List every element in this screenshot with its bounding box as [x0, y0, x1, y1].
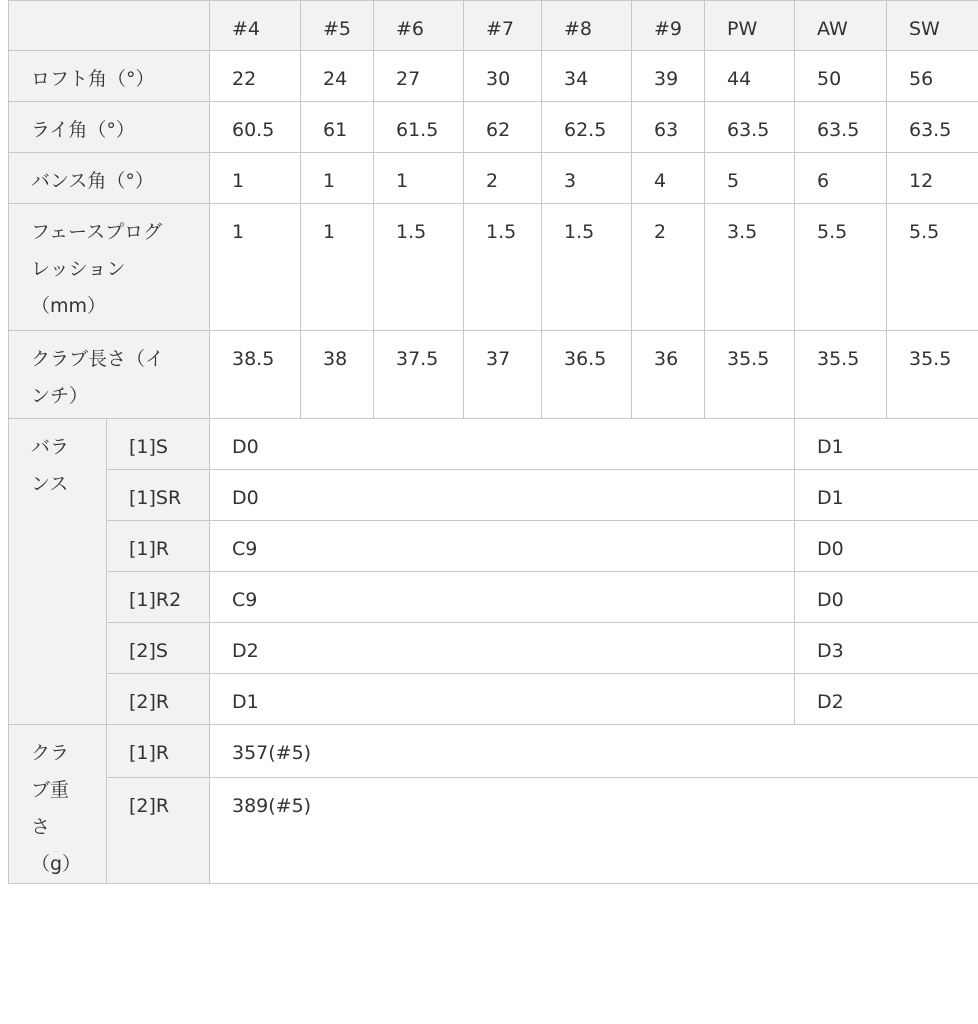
header-cell: #7: [464, 1, 542, 51]
shaft-label: [1]R2: [107, 572, 210, 623]
value-cell: 6: [795, 153, 887, 204]
value-cell: 5.5: [795, 204, 887, 331]
value-cell: 34: [542, 51, 632, 102]
table-row: [9, 674, 978, 725]
value-cell: D0: [795, 572, 978, 623]
value-cell: 44: [705, 51, 795, 102]
table-row: [9, 153, 978, 204]
table-row: [9, 331, 978, 419]
value-cell: 1.5: [464, 204, 542, 331]
value-cell: 1: [210, 204, 301, 331]
value-cell: 61.5: [374, 102, 464, 153]
header-cell: AW: [795, 1, 887, 51]
shaft-label: [1]S: [107, 419, 210, 470]
value-cell: 30: [464, 51, 542, 102]
header-cell: #9: [632, 1, 705, 51]
value-cell: 4: [632, 153, 705, 204]
table-row: [9, 572, 978, 623]
shaft-label: [2]R: [107, 674, 210, 725]
value-cell: D0: [210, 419, 795, 470]
shaft-label: [1]R: [107, 521, 210, 572]
table-row: [9, 623, 978, 674]
value-cell: D1: [795, 419, 978, 470]
value-cell: 38: [301, 331, 374, 419]
row-label: ロフト角（°）: [9, 51, 210, 102]
spec-table: [8, 0, 978, 884]
value-cell: 63.5: [887, 102, 978, 153]
row-label: バンス角（°）: [9, 153, 210, 204]
weight-label: クラブ重さ（g）: [9, 725, 107, 884]
row-label: フェースプログレッション（mm）: [9, 204, 210, 331]
value-cell: 1.5: [374, 204, 464, 331]
value-cell: 38.5: [210, 331, 301, 419]
value-cell: 24: [301, 51, 374, 102]
value-cell: 39: [632, 51, 705, 102]
row-label: ライ角（°）: [9, 102, 210, 153]
value-cell: D2: [210, 623, 795, 674]
value-cell: 35.5: [795, 331, 887, 419]
value-cell: D2: [795, 674, 978, 725]
value-cell: 61: [301, 102, 374, 153]
balance-label: バランス: [9, 419, 107, 725]
value-cell: 2: [464, 153, 542, 204]
value-cell: 63: [632, 102, 705, 153]
header-cell: #8: [542, 1, 632, 51]
value-cell: 62.5: [542, 102, 632, 153]
value-cell: 12: [887, 153, 978, 204]
value-cell: D3: [795, 623, 978, 674]
value-cell: 1.5: [542, 204, 632, 331]
header-corner-cell: [9, 1, 210, 51]
header-cell: #6: [374, 1, 464, 51]
value-cell: D1: [210, 674, 795, 725]
value-cell: 3: [542, 153, 632, 204]
value-cell: 27: [374, 51, 464, 102]
table-row: [9, 521, 978, 572]
value-cell: 56: [887, 51, 978, 102]
shaft-label: [1]SR: [107, 470, 210, 521]
table-row: [9, 102, 978, 153]
header-cell: #5: [301, 1, 374, 51]
row-label: クラブ長さ（インチ）: [9, 331, 210, 419]
shaft-label: [2]R: [107, 778, 210, 884]
table-row: [9, 470, 978, 521]
header-cell: #4: [210, 1, 301, 51]
value-cell: 1: [301, 153, 374, 204]
value-cell: C9: [210, 521, 795, 572]
value-cell: 62: [464, 102, 542, 153]
value-cell: 1: [301, 204, 374, 331]
value-cell: 37.5: [374, 331, 464, 419]
value-cell: 5.5: [887, 204, 978, 331]
value-cell: 35.5: [887, 331, 978, 419]
value-cell: 1: [210, 153, 301, 204]
header-row: [9, 1, 978, 51]
table-row: [9, 778, 978, 884]
table-row: [9, 725, 978, 778]
shaft-label: [1]R: [107, 725, 210, 778]
value-cell: 3.5: [705, 204, 795, 331]
value-cell: 35.5: [705, 331, 795, 419]
value-cell: 63.5: [705, 102, 795, 153]
table-row: [9, 419, 978, 470]
shaft-label: [2]S: [107, 623, 210, 674]
value-cell: 357(#5): [210, 725, 978, 778]
value-cell: 22: [210, 51, 301, 102]
value-cell: 389(#5): [210, 778, 978, 884]
value-cell: 5: [705, 153, 795, 204]
value-cell: D0: [795, 521, 978, 572]
value-cell: C9: [210, 572, 795, 623]
value-cell: 2: [632, 204, 705, 331]
value-cell: 36.5: [542, 331, 632, 419]
value-cell: 1: [374, 153, 464, 204]
header-cell: PW: [705, 1, 795, 51]
value-cell: 60.5: [210, 102, 301, 153]
value-cell: 36: [632, 331, 705, 419]
table-row: [9, 51, 978, 102]
value-cell: 50: [795, 51, 887, 102]
value-cell: 37: [464, 331, 542, 419]
value-cell: 63.5: [795, 102, 887, 153]
value-cell: D0: [210, 470, 795, 521]
value-cell: D1: [795, 470, 978, 521]
header-cell: SW: [887, 1, 978, 51]
table-row: [9, 204, 978, 331]
